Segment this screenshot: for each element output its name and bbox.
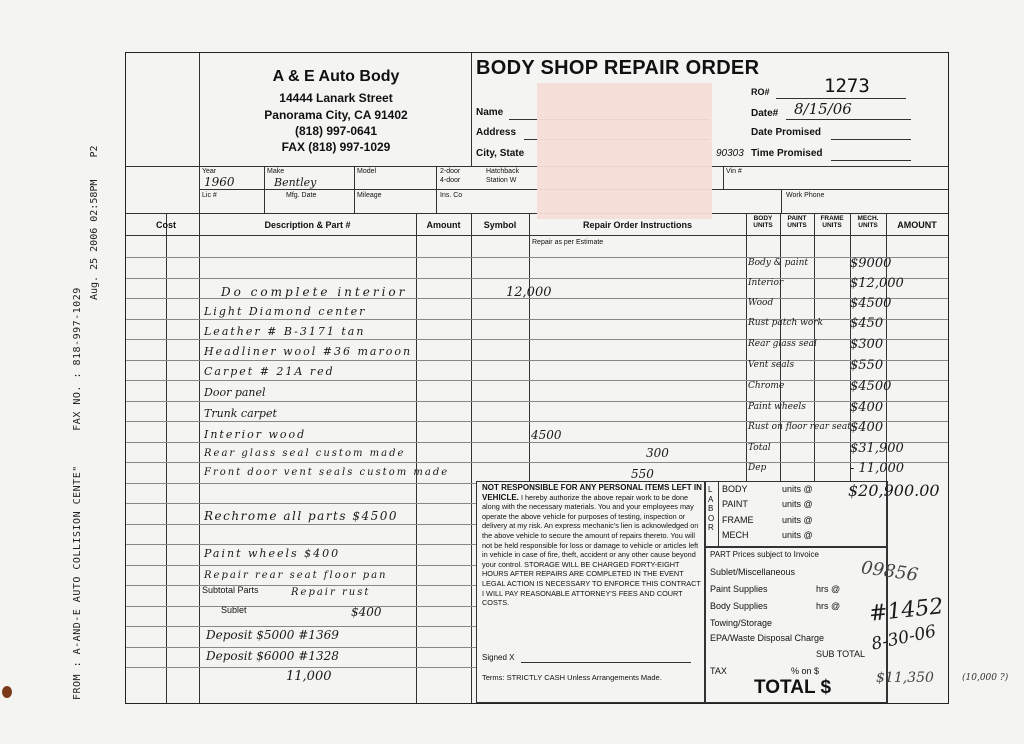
redaction-patch (537, 83, 712, 219)
ruled-line (126, 667, 476, 668)
desc-row: $400 (351, 605, 382, 619)
summary-epa: EPA/Waste Disposal Charge (710, 633, 825, 643)
date-label: Date# (751, 108, 779, 119)
station-option: Station W (486, 177, 517, 184)
right-row-amount: $12,000 (850, 276, 904, 291)
desc-row: Leather # B-3171 tan (204, 325, 366, 338)
ruled-line (126, 626, 476, 627)
ruled-line (126, 585, 476, 586)
summary-subtotal: SUB TOTAL (816, 649, 866, 659)
summary-towing: Towing/Storage (710, 618, 773, 628)
total-label: TOTAL $ (754, 677, 832, 698)
lic-label: Lic # (202, 192, 217, 199)
model-label: Model (357, 168, 377, 175)
hatchback-option: Hatchback (486, 168, 520, 175)
ruled-line (126, 483, 476, 484)
margin-note: 8-30-06 (869, 621, 938, 655)
fax-page: P2 (89, 145, 100, 158)
ruled-line (126, 401, 948, 402)
paint-units-header: PAINT UNITS (787, 215, 807, 229)
desc-row: Paint wheels $400 (204, 547, 341, 560)
fax-number: FAX NO. : 818-997-1029 (72, 287, 83, 431)
shop-name: A & E Auto Body (272, 68, 400, 85)
year-value: 1960 (204, 175, 235, 189)
door4-option: 4-door (440, 177, 461, 184)
shop-phone: (818) 997-0641 (294, 124, 378, 138)
desc-row: Carpet # 21A red (204, 365, 335, 378)
summary-hrs: hrs @ (816, 584, 841, 594)
amount2-header: AMOUNT (897, 220, 937, 230)
desc-header: Description & Part # (264, 220, 351, 230)
citystate-label: City, State (476, 148, 525, 159)
right-row-amount: $20,900.00 (848, 481, 940, 500)
right-row-label: Interior (748, 278, 784, 288)
desc-row: Headliner wool #36 maroon (204, 345, 413, 358)
ruled-line (126, 544, 476, 545)
right-row-amount: - 11,000 (850, 461, 905, 476)
right-row-amount: $400 (850, 420, 884, 435)
amount-header: Amount (426, 220, 461, 230)
summary-paint-supplies: Paint Supplies (710, 584, 768, 594)
right-row-label: Rear glass seal (748, 339, 817, 349)
name-label: Name (476, 107, 504, 118)
summary-pct: % on $ (791, 666, 820, 676)
right-row-amount: $550 (850, 358, 884, 373)
labor-mech: MECH (722, 530, 749, 540)
margin-note: $11,350 (876, 670, 934, 686)
mid-amount: 4500 (531, 428, 562, 442)
fax-header (72, 80, 83, 700)
ruled-line (126, 606, 476, 607)
labor-units: units @ (782, 530, 813, 540)
right-row-label: Chrome (748, 381, 785, 391)
desc-row: Rear glass seal custom made (204, 448, 406, 459)
labor-paint: PAINT (722, 499, 748, 509)
form-title: BODY SHOP REPAIR ORDER (476, 57, 760, 79)
desc-row: Front door vent seals custom made (204, 467, 450, 478)
mid-amount: 550 (631, 467, 654, 481)
labor-units: units @ (782, 515, 813, 525)
desc-row: Repair rear seat floor pan (204, 570, 388, 581)
margin-note: 09856 (859, 557, 920, 586)
right-row-label: Paint wheels (748, 402, 806, 412)
deposit-row: Deposit $6000 #1328 (206, 649, 339, 663)
deposit-row: Deposit $5000 #1369 (206, 628, 339, 642)
shop-fax: FAX (818) 997-1029 (281, 140, 391, 154)
desc-row: Light Diamond center (204, 305, 367, 318)
labor-vertical: LABOR (708, 485, 715, 532)
labor-body: BODY (722, 484, 748, 494)
summary-part: PART Prices subject to Invoice (710, 550, 819, 559)
ruled-line (126, 278, 948, 279)
body-units-header: BODY UNITS (753, 215, 773, 229)
ruled-line (126, 360, 948, 361)
right-row-label: Wood (748, 298, 774, 308)
ruled-line (126, 647, 476, 648)
labor-frame: FRAME (722, 515, 754, 525)
time-promised-label: Time Promised (751, 148, 823, 159)
right-row-amount: $9000 (850, 256, 892, 271)
date-promised-label: Date Promised (751, 127, 822, 138)
right-row-label: Total (748, 443, 771, 453)
desc-row: Trunk carpet (204, 407, 277, 420)
right-row-label: Body & paint (748, 258, 809, 268)
page-mark (2, 686, 12, 698)
fax-date-line (89, 20, 100, 300)
terms-label: Terms: STRICTLY CASH Unless Arrangements Made. (482, 673, 662, 682)
make-label: Make (267, 168, 285, 175)
labor-units: units @ (782, 499, 813, 509)
ruled-line (126, 524, 476, 525)
disclaimer-body: I hereby authorize the above repair work to be done along with the necessary materials. You and your employees may operate the above vehicle for purposes of testing, inspection or delivery at my risk. An express mechanic's lien is acknowledged on the above vehicle to secure the amount of repairs thereto. You will not be held responsible for loss or damage to vehicle or articles left in vehicle in case of fire, theft, accident or any other cause beyond your control. STORAGE WILL BE CHARGED FORTY-EIGHT HOURS AFTER REPAIRS ARE COMPLETED IN THE EVENT LEGAL ACTION IS NECESSARY TO ENFORCE THIS CONTRACT I WILL PAY REASONABLE ATTORNEY'S FEES AND COURT COSTS. (482, 492, 701, 608)
mech-units-header: MECH. UNITS (857, 215, 879, 229)
disclaimer-heading: NOT RESPONSIBLE FOR ANY PERSONAL ITEMS LEFT IN VEHICLE. (482, 483, 702, 502)
margin-note: #1452 (867, 594, 945, 627)
door2-option: 2-door (440, 168, 461, 175)
fax-date: Aug. 25 2006 02:58PM (89, 179, 100, 300)
ruled-line (126, 257, 948, 258)
work-phone-label: Work Phone (786, 192, 825, 199)
ro-number: 1273 (824, 75, 870, 97)
shop-street: 14444 Lanark Street (279, 91, 393, 105)
right-row-label: Rust patch work (748, 318, 823, 328)
summary-body-supplies: Body Supplies (710, 601, 768, 611)
mfg-label: Mfg. Date (286, 192, 317, 199)
right-row-amount: $300 (850, 337, 884, 352)
subtotal-parts-label: Subtotal Parts (202, 585, 259, 595)
cost-header: Cost (156, 220, 176, 230)
zip-fragment: 90303 (716, 148, 744, 159)
desc-row: Rechrome all parts $4500 (204, 509, 399, 523)
mid-amount: 300 (646, 446, 669, 460)
year-label: Year (202, 168, 217, 175)
estimate-note: Repair as per Estimate (532, 239, 604, 246)
disclaimer-text (482, 483, 704, 608)
desc-row: Repair rust (291, 587, 371, 598)
symbol-header: Symbol (483, 220, 517, 230)
vin-label: Vin # (726, 168, 742, 175)
shop-city: Panorama City, CA 91402 (264, 108, 408, 122)
ins-label: Ins. Co (440, 192, 463, 199)
mid-amount: 12,000 (506, 285, 552, 300)
summary-tax: TAX (710, 666, 727, 676)
signed-label: Signed X (482, 653, 515, 662)
make-value: Bentley (274, 176, 317, 189)
desc-row: Do complete interior (221, 285, 408, 299)
frame-units-header: FRAME UNITS (820, 215, 844, 229)
right-row-label: Vent seals (748, 360, 795, 370)
deposit-total: 11,000 (286, 669, 332, 684)
labor-units: units @ (782, 484, 813, 494)
sublet-label: Sublet (221, 605, 247, 615)
right-row-label: Rust on floor rear seat (748, 422, 851, 432)
right-row-label: Dep (748, 463, 767, 473)
summary-hrs: hrs @ (816, 601, 841, 611)
right-row-amount: $4500 (850, 379, 892, 394)
address-label: Address (476, 127, 517, 138)
ruled-line (126, 339, 948, 340)
fax-from: FROM : A-AND-E AUTO COLLISION CENTE" (72, 465, 83, 700)
ruled-line (126, 319, 948, 320)
right-row-amount: $400 (850, 400, 884, 415)
ruled-line (126, 565, 476, 566)
desc-row: Door panel (204, 386, 266, 399)
margin-note: (10,000 ?) (962, 673, 1009, 683)
ruled-line (126, 503, 476, 504)
summary-sublet: Sublet/Miscellaneous (710, 567, 796, 577)
desc-row: Interior wood (204, 428, 307, 441)
right-row-amount: $31,900 (850, 441, 904, 456)
ruled-line (126, 380, 948, 381)
mileage-label: Mileage (357, 192, 382, 199)
ro-label: RO# (751, 87, 770, 97)
ruled-line (126, 462, 948, 463)
right-row-amount: $4500 (850, 296, 892, 311)
instructions-header: Repair Order Instructions (582, 220, 693, 230)
date-value: 8/15/06 (794, 100, 852, 118)
right-row-amount: $450 (850, 316, 884, 331)
